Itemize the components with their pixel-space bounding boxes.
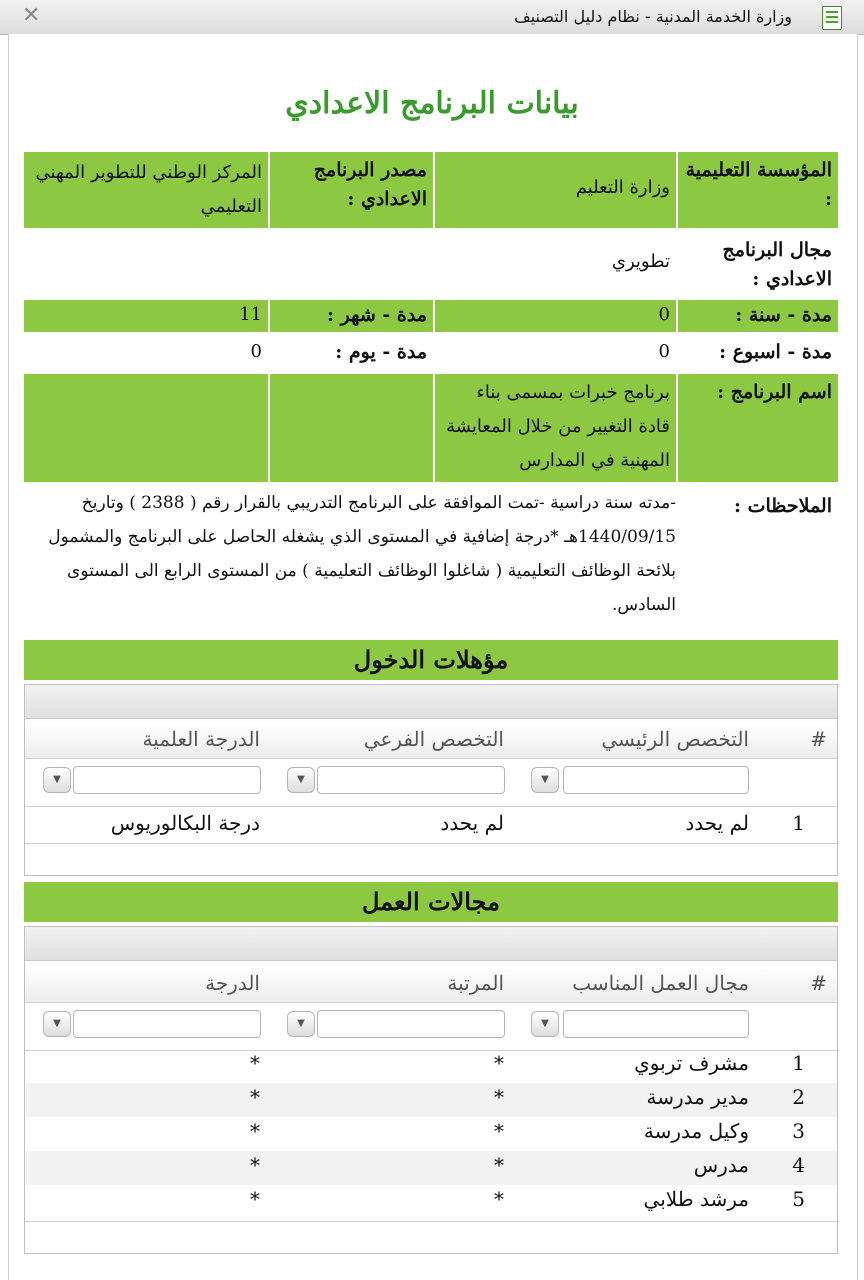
column-header-minor[interactable]: التخصص الفرعي [363,727,504,751]
duration-day-label: مدة - يوم : [335,341,427,363]
row-field: مشرف تربوي [634,1051,749,1075]
source-value: المركز الوطني للتطوير المهني التعليمي [24,152,268,228]
filter-icon[interactable]: ▼ [531,767,559,793]
window-title: وزارة الخدمة المدنية - نظام دليل التصنيف [514,7,792,26]
qualifications-grid [24,684,838,876]
filter-grade-input[interactable] [73,1010,261,1038]
notes-label: الملاحظات : [733,495,832,517]
row-rank: * [494,1119,504,1143]
grid-toolbar [25,927,837,961]
row-grade: * [250,1051,260,1075]
column-header-grade[interactable]: الدرجة [205,971,260,995]
row-degree: درجة البكالوريوس [110,811,260,835]
row-number: 1 [792,811,805,835]
column-header-number[interactable]: # [810,971,827,995]
grid-header [25,723,837,759]
column-header-rank[interactable]: المرتبة [447,971,504,995]
filter-row [25,759,837,807]
field-value: تطويري [611,251,670,272]
empty-green-cell [24,374,268,482]
empty-green-cell [270,374,433,482]
row-number: 5 [792,1187,805,1211]
notes-value: -مدته سنة دراسية -تمت الموافقة على البرنامج التدريبي بالقرار رقم ( 2388 ) وتاريخ 1440/09/15هـ *درجة إضافية في المستوى الذي يشغله الحاصل على البرنامج والمشمول بلائحة الوظائف التعليمية ( شاغلوا الوظائف التعليمية ) من المستوى الرابع الى المستوى السادس. [48,493,676,615]
filter-icon[interactable]: ▼ [43,767,71,793]
table-row[interactable] [25,1151,837,1185]
filter-degree-input[interactable] [73,766,261,794]
institution-value: وزارة التعليم [435,152,676,228]
filter-row [25,1003,837,1051]
program-name-value: برنامج خبرات بمسمى بناء قادة التغيير من خلال المعايشة المهنية في المدارس [435,374,676,482]
duration-week-label: مدة - اسبوع : [719,341,832,363]
duration-month-label: مدة - شهر : [270,300,433,332]
institution-label: المؤسسة التعليمية : [678,152,838,228]
row-field: مدير مدرسة [646,1085,749,1109]
row-field: وكيل مدرسة [643,1119,749,1143]
row-minor: لم يحدد [440,811,504,835]
duration-week-value: 0 [658,341,670,362]
row-number: 1 [792,1051,805,1075]
row-rank: * [494,1187,504,1211]
row-number: 4 [792,1153,805,1177]
row-grade: * [250,1085,260,1109]
row-number: 3 [792,1119,805,1143]
table-row[interactable] [25,1049,837,1083]
column-header-number[interactable]: # [810,727,827,751]
row-grade: * [250,1153,260,1177]
column-header-major[interactable]: التخصص الرئيسي [601,727,749,751]
work-fields-grid [24,926,838,1254]
filter-icon[interactable]: ▼ [287,1011,315,1037]
program-name-label: اسم البرنامج : [678,374,838,482]
row-rank: * [494,1085,504,1109]
column-header-field[interactable]: مجال العمل المناسب [572,971,749,995]
table-row[interactable] [25,809,837,843]
grid-toolbar [25,685,837,719]
filter-icon[interactable]: ▼ [287,767,315,793]
field-label: مجال البرنامج الاعدادي : [722,239,832,290]
work-fields-section-title: مجالات العمل [24,882,838,922]
window-titlebar [0,0,864,35]
close-icon[interactable]: ✕ [22,3,41,28]
grid-header [25,967,837,1003]
row-field: مرشد طلابي [643,1187,749,1211]
table-row[interactable] [25,1117,837,1151]
table-row[interactable] [25,1083,837,1117]
duration-month-value: 11 [24,300,268,332]
filter-rank-input[interactable] [317,1010,505,1038]
row-number: 2 [792,1085,805,1109]
duration-day-value: 0 [250,341,262,362]
row-field: مدرس [693,1153,749,1177]
row-divider [25,843,837,844]
source-label: مصدر البرنامج الاعدادي : [270,152,433,228]
duration-year-label: مدة - سنة : [678,300,838,332]
filter-field-input[interactable] [563,1010,749,1038]
row-grade: * [250,1119,260,1143]
qualifications-section-title: مؤهلات الدخول [24,640,838,680]
row-major: لم يحدد [685,811,749,835]
document-icon [822,6,842,30]
duration-year-value: 0 [435,300,676,332]
page-title: بيانات البرنامج الاعدادي [285,86,579,121]
table-row[interactable] [25,1185,837,1219]
row-rank: * [494,1051,504,1075]
filter-minor-input[interactable] [317,766,505,794]
row-rank: * [494,1153,504,1177]
filter-icon[interactable]: ▼ [531,1011,559,1037]
row-grade: * [250,1187,260,1211]
filter-icon[interactable]: ▼ [43,1011,71,1037]
filter-major-input[interactable] [563,766,749,794]
row-divider [25,1221,837,1222]
column-header-degree[interactable]: الدرجة العلمية [142,727,260,751]
